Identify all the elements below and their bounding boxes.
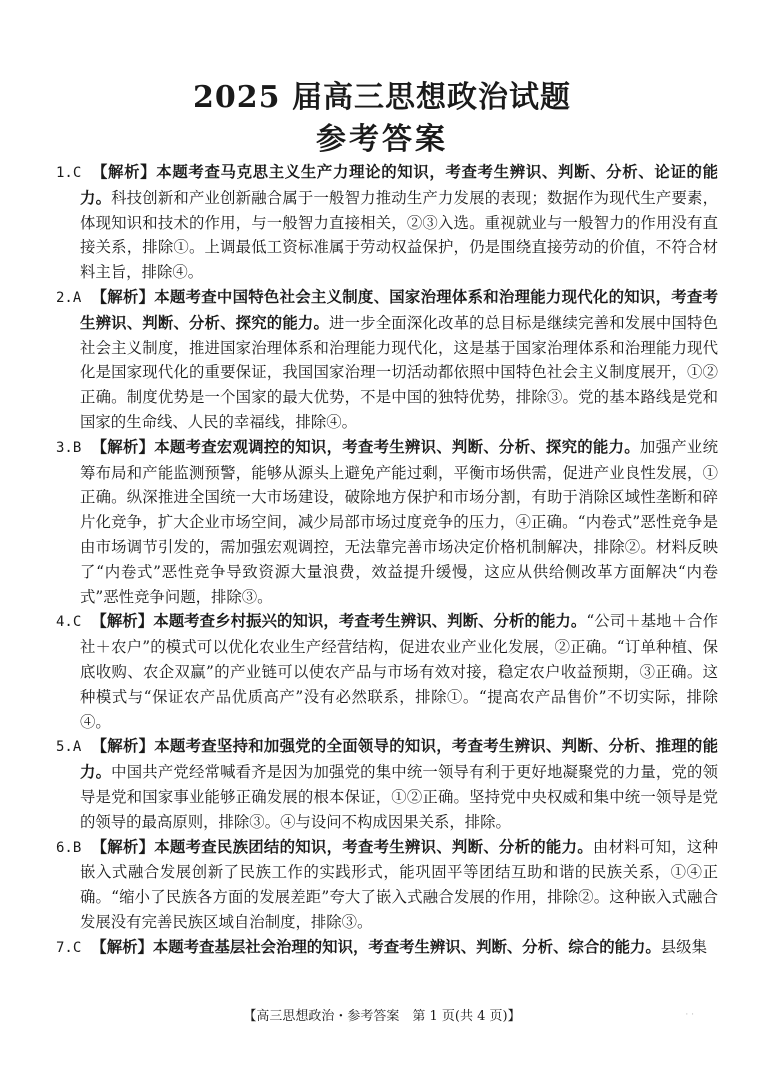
analysis-focus: 本题考查坚持和加强党的全面领导的知识，考查考生辨识、判断、分析、推理的能力。 bbox=[80, 737, 718, 782]
answer-letter: B bbox=[72, 439, 82, 456]
answer-letter: C bbox=[72, 939, 82, 956]
answer-item bbox=[56, 435, 718, 610]
analysis-body: 县级集 bbox=[660, 937, 707, 956]
question-number: 7. bbox=[56, 939, 73, 956]
analysis-body: 加强产业统筹布局和产能监测预警，能够从源头上避免产能过剩，平衡市场供需，促进产业良性发展，①正确。纵深推进全国统一大市场建设，破除地方保护和市场分割，有助于消除区域性垄断和碎片化竞争，扩大企业市场空间，减少局部市场过度竞争的压力，④正确。“内卷式”恶性竞争是由市场调节引发的，需加强宏观调控，无法靠完善市场决定价格机制解决，排除②。材料反映了“内卷式”恶性竞争导致资源大量浪费，效益提升缓慢，这应从供给侧改革方面解决“内卷式”恶性竞争问题，排除③。 bbox=[80, 437, 718, 606]
corner-mark: · · bbox=[685, 1010, 694, 1020]
answer-letter: C bbox=[72, 614, 82, 631]
page-title: 2025 届高三思想政治试题 bbox=[193, 80, 571, 115]
answer-letter: A bbox=[72, 739, 82, 756]
answer-letter: B bbox=[72, 839, 82, 856]
question-number: 4. bbox=[56, 614, 73, 631]
question-number: 6. bbox=[56, 839, 73, 856]
analysis-focus: 本题考查基层社会治理的知识，考查考生辨识、判断、分析、综合的能力。 bbox=[152, 937, 661, 956]
analysis-focus: 本题考查宏观调控的知识，考查考生辨识、判断、分析、探究的能力。 bbox=[154, 437, 640, 456]
analysis-tag: 【解析】 bbox=[91, 287, 155, 306]
answer-item bbox=[56, 734, 718, 834]
analysis-focus: 本题考查民族团结的知识，考查考生辨识、判断、分析的能力。 bbox=[154, 837, 593, 856]
answer-item bbox=[56, 835, 718, 935]
page-footer: 【高三思想政治・参考答案 第 1 页(共 4 页)】 bbox=[243, 1009, 521, 1024]
analysis-body: 中国共产党经常喊看齐是因为加强党的集中统一领导有利于更好地凝聚党的力量，党的领导是党和国家事业能够正确发展的根本保证，①②正确。坚持党中央权威和集中统一领导是党的领导的最高原则，排除③。④与设问不构成因果关系，排除。 bbox=[80, 763, 718, 831]
analysis-tag: 【解析】 bbox=[91, 163, 157, 181]
analysis-focus: 本题考查马克思主义生产力理论的知识，考查考生辨识、判断、分析、论证的能力。 bbox=[80, 163, 718, 207]
analysis-focus: 本题考查中国特色社会主义制度、国家治理体系和治理能力现代化的知识，考查考生辨识、判断、分析、探究的能力。 bbox=[80, 287, 718, 332]
answer-letter: C bbox=[72, 165, 82, 181]
question-number: 1. bbox=[56, 165, 73, 181]
answer-item bbox=[56, 285, 718, 435]
answer-item bbox=[56, 935, 718, 961]
analysis-body: 科技创新和产业创新融合属于一般智力推动生产力发展的表现；数据作为现代生产要素，体现知识和技术的作用，与一般智力直接相关，②③入选。重视就业与一般智力的作用没有直接关系，排除①。上调最低工资标准属于劳动权益保护，仍是围绕直接劳动的价值，不符合材料主旨，排除④。 bbox=[80, 188, 718, 282]
analysis-focus: 本题考查乡村振兴的知识，考查考生辨识、判断、分析的能力。 bbox=[153, 612, 587, 631]
answer-item bbox=[56, 609, 718, 734]
analysis-body: 进一步全面深化改革的总目标是继续完善和发展中国特色社会主义制度，推进国家治理体系和治理能力现代化，这是基于国家治理体系和治理能力现代化是国家现代化的重要保证，我国国家治理一切活动都依照中国特色社会主义制度展开，①②正确。制度优势是一个国家的最大优势，不是中国的独特优势，排除③。党的基本路线是党和国家的生命线、人民的幸福线，排除④。 bbox=[80, 313, 718, 431]
analysis-tag: 【解析】 bbox=[91, 612, 154, 631]
question-number: 2. bbox=[56, 289, 73, 306]
analysis-tag: 【解析】 bbox=[91, 437, 155, 456]
analysis-tag: 【解析】 bbox=[91, 737, 155, 756]
answer-list bbox=[56, 160, 718, 961]
question-number: 3. bbox=[56, 439, 73, 456]
analysis-body: 由材料可知，这种嵌入式融合发展创新了民族工作的实践形式，能巩固平等团结互助和谐的民族关系，①④正确。“缩小了民族各方面的发展差距”夸大了嵌入式融合发展的作用，排除②。这种嵌入式融合发展没有完善民族区域自治制度，排除③。 bbox=[80, 837, 718, 931]
question-number: 5. bbox=[56, 739, 73, 756]
analysis-tag: 【解析】 bbox=[91, 937, 153, 956]
page-subtitle: 参考答案 bbox=[316, 122, 448, 157]
analysis-tag: 【解析】 bbox=[91, 837, 155, 856]
answer-letter: A bbox=[72, 289, 82, 306]
answer-item bbox=[56, 160, 718, 285]
analysis-body: “公司＋基地＋合作社＋农户”的模式可以优化农业生产经营结构，促进农业产业化发展，②正确。“订单种植、保底收购、农企双赢”的产业链可以使农产品与市场有效对接，稳定农户收益预期，③正确。这种模式与“保证农产品优质高产”没有必然联系，排除①。“提高农产品售价”不切实际，排除④。 bbox=[80, 612, 718, 731]
